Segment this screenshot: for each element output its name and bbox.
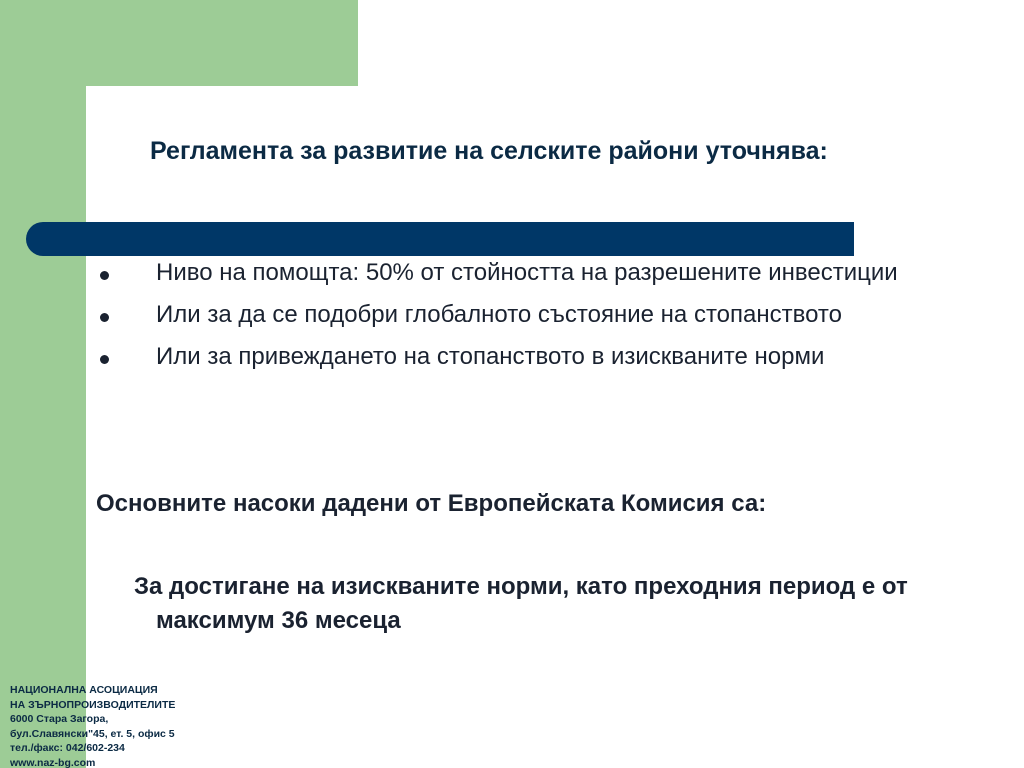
navy-divider-bar [26, 222, 854, 256]
conclusion-text: За достигане на изискваните норми, като преходния период е от максимум 36 месеца [134, 573, 908, 634]
footer-org-line-1: НАЦИОНАЛНА АСОЦИАЦИЯ [10, 684, 158, 696]
footer-contact-block [10, 683, 230, 768]
bullet-item [90, 256, 990, 290]
bullet-item [90, 298, 990, 332]
bullet-text: Или за привеждането на стопанството в изискваните норми [156, 343, 825, 370]
bullet-text: Ниво на помощта: 50% от стойността на разрешените инвестиции [156, 259, 898, 286]
footer-city: 6000 Стара Загора, [10, 713, 109, 725]
section-heading: Основните насоки дадени от Европейската Комисия са: [96, 490, 767, 517]
bullet-dot-icon [100, 271, 109, 280]
slide-title: Регламента за развитие на селските райони уточнява: [150, 137, 828, 165]
bullet-dot-icon [100, 355, 109, 364]
bullet-text: Или за да се подобри глобалното състояние на стопанството [156, 301, 842, 328]
green-side-band [0, 0, 86, 768]
bullet-item [90, 340, 990, 374]
bullet-dot-icon [100, 313, 109, 322]
footer-address: бул.Славянски"45, ет. 5, офис 5 [10, 727, 175, 740]
green-top-band [0, 0, 358, 86]
footer-phone: тел./факс: 042/602-234 [10, 742, 125, 754]
footer-website: www.naz-bg.com [10, 756, 96, 768]
footer-org-line-2: НА ЗЪРНОПРОИЗВОДИТЕЛИТЕ [10, 698, 176, 711]
bullet-list [90, 256, 990, 382]
